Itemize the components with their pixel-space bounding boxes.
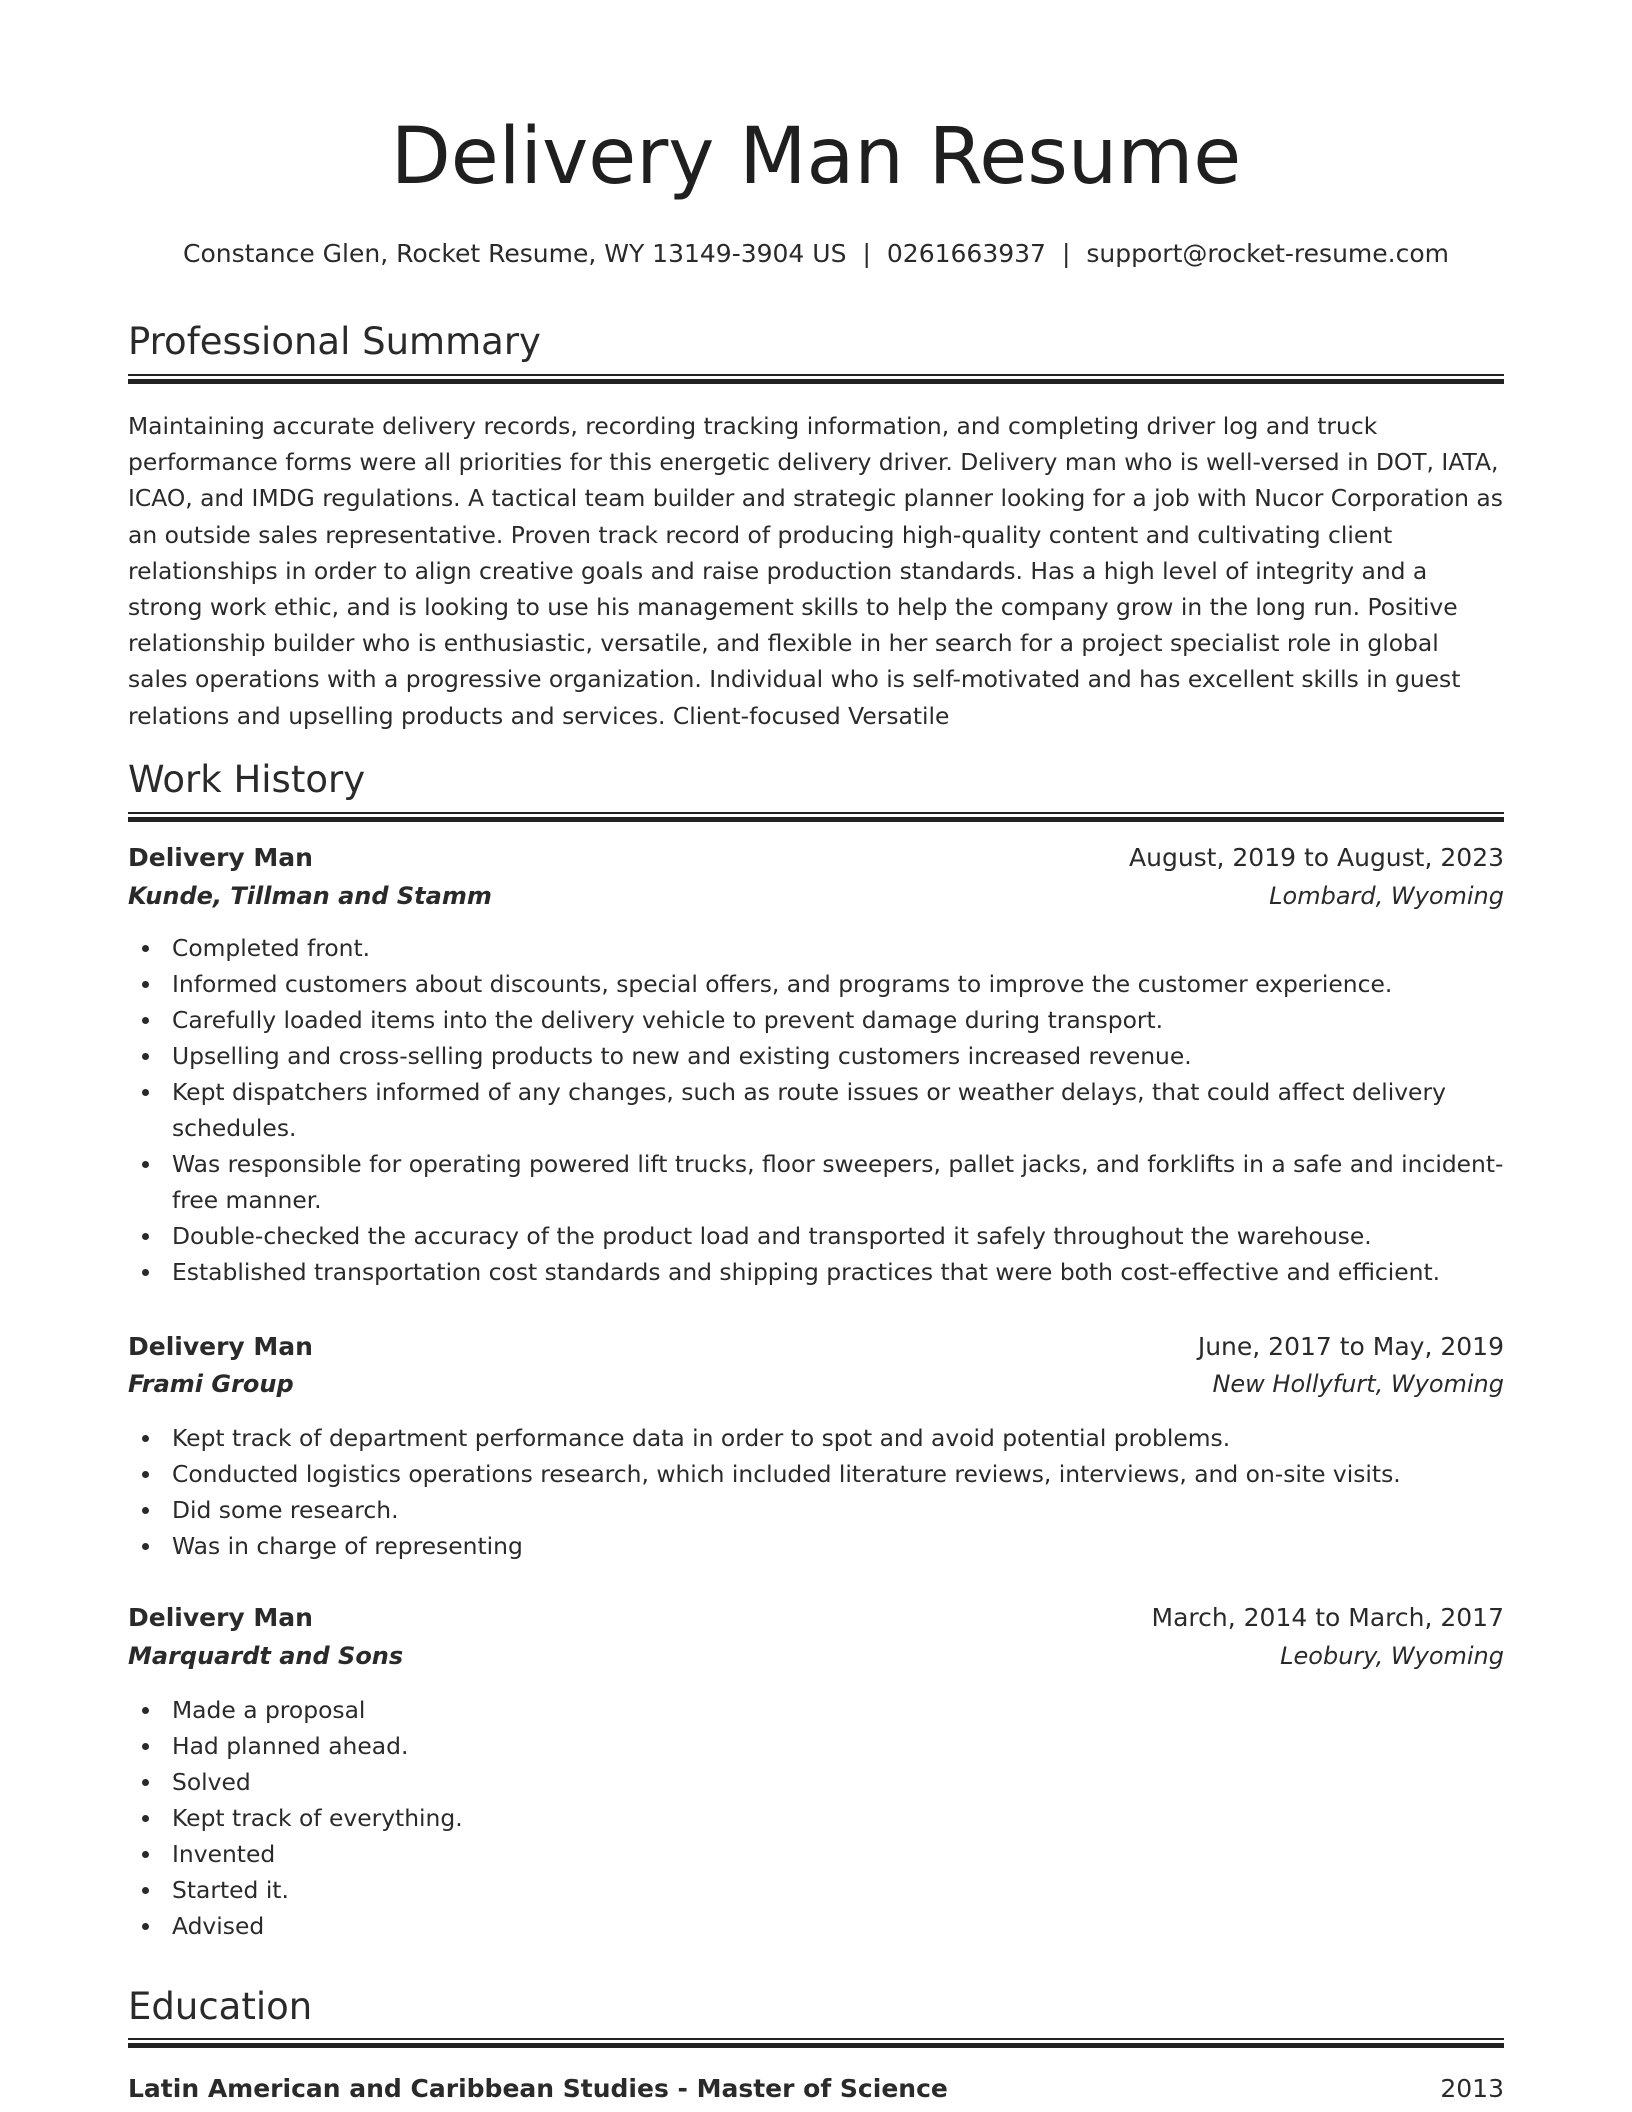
contact-email: support@rocket-resume.com (1086, 239, 1449, 268)
education-year: 2013 (1440, 2074, 1504, 2103)
list-item: Upselling and cross-selling products to new and existing customers increased revenue. (128, 1038, 1504, 1074)
section-divider (128, 812, 1504, 821)
list-item: Kept dispatchers informed of any changes, such as route issues or weather delays, that could affect delivery schedules. (128, 1074, 1504, 1146)
list-item: Kept track of department performance data in order to spot and avoid potential problems. (128, 1420, 1504, 1456)
section-divider (128, 2038, 1504, 2047)
job-duties-list (128, 1692, 1504, 1944)
list-item: Carefully loaded items into the delivery vehicle to prevent damage during transport. (128, 1002, 1504, 1038)
work-history-heading: Work History (128, 758, 366, 801)
job-company: Marquardt and Sons (128, 1642, 404, 1670)
contact-line (128, 241, 1504, 266)
list-item: Completed front. (128, 930, 1504, 966)
job-dates: March, 2014 to March, 2017 (1151, 1603, 1504, 1632)
list-item: Made a proposal (128, 1692, 1504, 1728)
job-title: Delivery Man (128, 1332, 313, 1361)
job-location: Lombard, Wyoming (1269, 882, 1504, 910)
job-header (128, 842, 1504, 874)
education-entry (128, 2072, 1504, 2106)
job-company-row (128, 880, 1504, 912)
list-item: Established transportation cost standards and shipping practices that were both cost-effective and efficient. (128, 1254, 1504, 1290)
list-item: Double-checked the accuracy of the product load and transported it safely throughout the warehouse. (128, 1218, 1504, 1254)
education-degree: Latin American and Caribbean Studies - Master of Science (128, 2074, 948, 2103)
list-item: Informed customers about discounts, special offers, and programs to improve the customer experience. (128, 966, 1504, 1002)
job-dates: June, 2017 to May, 2019 (1197, 1332, 1504, 1361)
list-item: Solved (128, 1764, 1504, 1800)
contact-address: Constance Glen, Rocket Resume, WY 13149-3904 US (183, 239, 847, 268)
list-item: Started it. (128, 1872, 1504, 1908)
list-item: Invented (128, 1836, 1504, 1872)
job-company-row (128, 1368, 1504, 1400)
list-item: Was responsible for operating powered lift trucks, floor sweepers, pallet jacks, and forklifts in a safe and incident-free manner. (128, 1146, 1504, 1218)
list-item: Was in charge of representing (128, 1528, 1504, 1564)
list-item: Did some research. (128, 1492, 1504, 1528)
list-item: Advised (128, 1908, 1504, 1944)
job-dates: August, 2019 to August, 2023 (1129, 843, 1504, 872)
education-heading: Education (128, 1985, 313, 2028)
section-divider (128, 374, 1504, 383)
job-title: Delivery Man (128, 1603, 313, 1632)
job-location: New Hollyfurt, Wyoming (1212, 1370, 1504, 1398)
job-header (128, 1331, 1504, 1363)
job-company-row (128, 1640, 1504, 1672)
professional-summary-text: Maintaining accurate delivery records, recording tracking information, and completing driver log and truck performance forms were all priorities for this energetic delivery driver. Delivery man who is well-versed in DOT, IATA, ICAO, and IMDG regulations. A tactical team builder and strategic planner looking for a job with Nucor Corporation as an outside sales representative. Proven track record of producing high-quality content and cultivating client relationships in order to align creative goals and raise production standards. Has a high level of integrity and a strong work ethic, and is looking to use his management skills to help the company grow in the long run. Positive relationship builder who is enthusiastic, versatile, and flexible in her search for a project specialist role in global sales operations with a progressive organization. Individual who is self-motivated and has excellent skills in guest relations and upselling products and services. Client-focused Versatile (128, 412, 1503, 730)
job-duties-list (128, 1420, 1504, 1564)
contact-phone: 0261663937 (886, 239, 1046, 268)
job-title: Delivery Man (128, 843, 313, 872)
contact-separator: | (862, 239, 871, 268)
job-location: Leobury, Wyoming (1280, 1642, 1504, 1670)
job-header (128, 1602, 1504, 1634)
contact-separator: | (1061, 239, 1071, 268)
job-company: Kunde, Tillman and Stamm (128, 882, 492, 910)
list-item: Conducted logistics operations research, which included literature reviews, interviews, and on-site visits. (128, 1456, 1504, 1492)
list-item: Kept track of everything. (128, 1800, 1504, 1836)
resume-title: Delivery Man Resume (390, 112, 1242, 202)
list-item: Had planned ahead. (128, 1728, 1504, 1764)
professional-summary-heading: Professional Summary (128, 320, 541, 363)
job-company: Frami Group (128, 1370, 294, 1398)
job-duties-list (128, 930, 1504, 1290)
